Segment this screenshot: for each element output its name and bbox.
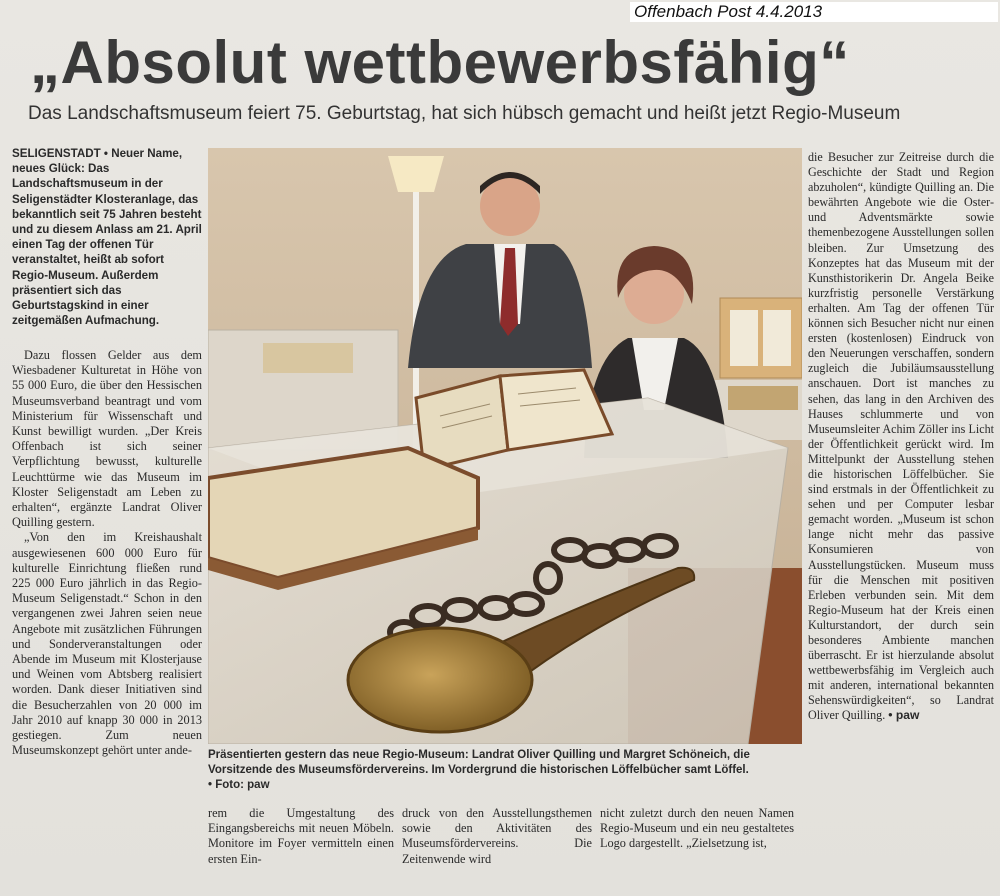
column-5 [808, 150, 994, 724]
headline: „Absolut wettbewerbsfähig“ [30, 29, 850, 96]
column-3 [402, 806, 592, 867]
byline: • paw [888, 708, 920, 723]
column-1-paragraph-2: „Von den im Kreishaushalt ausgewiesenen 600 000 Euro für kulturelle Einrichtung fließen rund 225 000 Euro jährlich in das Regio-Museum Seligenstadt.“ Schon in den vergangenen zwei Jahren seien neue Angebote mit zusätzlichen Führungen und Sonderveranstaltungen oder Abende im Museum mit Klosterjause und Weinen vom Abtsberg realisiert worden. Dank dieser Initiativen sind die Besucherzahlen von 20 000 im Jahr 2010 auf knapp 30 000 in 2013 gestiegen. Zum neuen Museumskonzept gehört unter ande- [12, 530, 202, 758]
column-5-text: die Besucher zur Zeitreise durch die Geschichte der Stadt und Region abzuholen“, kündigte Quilling an. Die bewährten Angebote wie die Oster- und Adventsmärkte sowie themenbezogene Ausstellungen sollen bleiben. Zur Umsetzung des Konzeptes hat das Museum mit der Kunsthistorikerin Dr. Angela Beike kurzfristig personelle Verstärkung erhalten. Am Tag der offenen Tür können sich Besucher nicht nur einen ersten (kostenlosen) Eindruck von den Neuerungen verschaffen, sondern zugleich die Jubiläumsausstellung anschauen. Dort ist manches zu sehen, das lang in den Archiven des Hauses schlummerte und von Museumsleiter Achim Zöller ins Licht der Öffentlichkeit gerückt wird. Im Mittelpunkt der Ausstellung stehen die historischen Löffelbücher. Sie sind erstmals in der Öffentlichkeit zu sehen und per Computer lesbar gemacht worden. „Museum ist schon lange nicht mehr das passive Konsumieren von Ausstellungstücken. Museum muss für die Menschen mit positiven Erleben verbunden sein. Mit dem Regio-Museum hat der Kreis einen Kulturstandort, der durch sein besonderes Ambiente manchen überrascht. Er ist hierzulande absolut wettbewerbsfähig im Vergleich auch mit anderen, international bekannten Sehenswürdigkeiten“, so Landrat Oliver Quilling. [808, 150, 994, 723]
column-3-text: druck von den Ausstellungsthemen sowie den Aktivitäten des Museumsfördervereins. Die Zeitenwende wird [402, 806, 592, 866]
article-photo [208, 148, 802, 744]
photo-caption [208, 748, 802, 793]
column-2-text: rem die Umgestaltung des Eingangsbereichs mit neuen Möbeln. Monitore im Foyer vermitteln einen ersten Ein- [208, 806, 394, 866]
dateline: SELIGENSTADT [12, 147, 101, 160]
lead-paragraph [12, 146, 202, 328]
museum-photo-illustration [208, 148, 802, 744]
subheadline: Das Landschaftsmuseum feiert 75. Geburtstag, hat sich hübsch gemacht und heißt jetzt Regio-Museum [28, 103, 901, 124]
column-4-text: nicht zuletzt durch den neuen Namen Regio-Museum und ein neu gestaltetes Logo dargestellt. „Zielsetzung ist, [600, 806, 794, 851]
column-1-paragraph-1: Dazu flossen Gelder aus dem Wiesbadener Kulturetat in Höhe von 55 000 Euro, die über den Hessischen Museumsverband beantragt und vom Ministerium für Wissenschaft und Kunst bewilligt wurden. „Der Kreis Offenbach ist sich seiner Verpflichtung bewusst, kulturelle Leuchttürme wie das Museum im Kloster Seligenstadt am Leben zu erhalten“, ergänzte Landrat Oliver Quilling gestern. [12, 348, 202, 530]
column-5-paragraph [808, 150, 994, 724]
photo-credit: • Foto: paw [208, 779, 270, 791]
lead-text: Neuer Name, neues Glück: Das Landschaftsmuseum in der Seligenstädter Klosteranlage, das bekanntlich seit 75 Jahren besteht und zu diesem Anlass am 21. April einen Tag der offenen Tür veranstaltet, heißt ab sofort Regio-Museum. Außerdem präsentiert sich das Geburtstagskind in einer zeitgemäßen Aufmachung. [12, 147, 202, 328]
column-2 [208, 806, 394, 867]
source-label: Offenbach Post 4.4.2013 [630, 2, 998, 22]
lead-bullet: • [100, 147, 112, 160]
caption-text: Präsentierten gestern das neue Regio-Museum: Landrat Oliver Quilling und Margret Schöneich, die Vorsitzende des Museumsfördervereins. Im Vordergrund die historischen Löffelbücher samt Löffel. [208, 749, 750, 776]
column-1 [12, 348, 202, 758]
column-4 [600, 806, 794, 852]
